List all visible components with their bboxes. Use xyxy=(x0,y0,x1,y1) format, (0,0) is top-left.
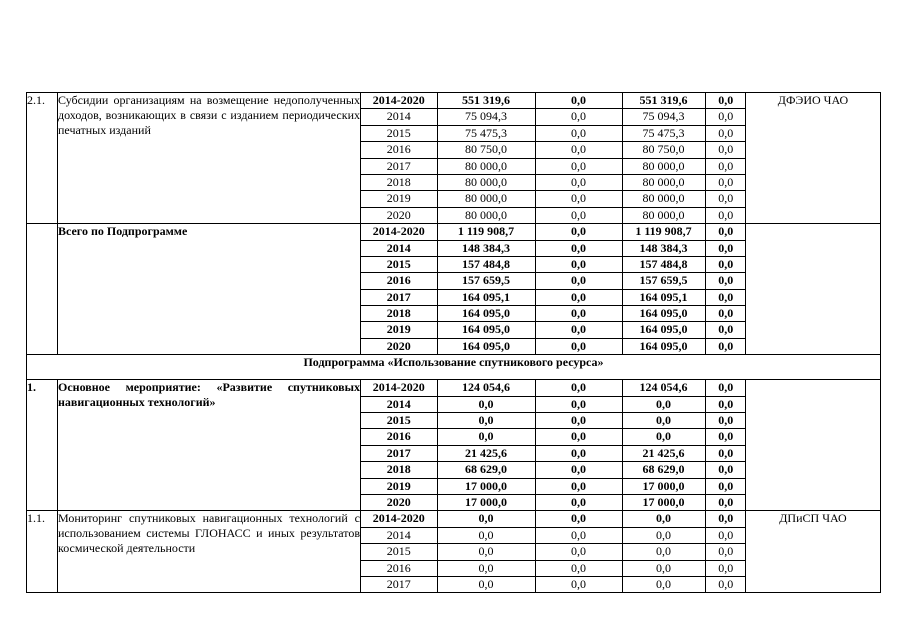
measure-name: Субсидии организациям на возмещение недополученных доходов, возникающих в связи с изданием периодических печатных изданий xyxy=(58,93,361,224)
funding-cell xyxy=(361,224,746,355)
funding-total: 17 000,0 xyxy=(437,494,535,510)
funding-total: 80 000,0 xyxy=(437,158,535,174)
funding-year: 2020 xyxy=(361,494,437,510)
measure-number: 1. xyxy=(27,380,58,511)
responsible-executor xyxy=(746,224,881,355)
funding-year: 2015 xyxy=(361,413,437,429)
funding-row xyxy=(361,560,746,576)
funding-federal: 0,0 xyxy=(535,289,622,305)
measure-number: 1.1. xyxy=(27,511,58,593)
funding-total: 0,0 xyxy=(437,544,535,560)
measure-number xyxy=(27,224,58,355)
funding-total: 157 659,5 xyxy=(437,273,535,289)
funding-total: 80 000,0 xyxy=(437,207,535,223)
funding-cell xyxy=(361,93,746,224)
funding-okrug: 164 095,0 xyxy=(622,322,705,338)
funding-row xyxy=(361,396,746,412)
funding-table xyxy=(361,380,746,510)
funding-other: 0,0 xyxy=(705,560,746,576)
funding-okrug: 17 000,0 xyxy=(622,494,705,510)
funding-row xyxy=(361,576,746,592)
funding-total: 164 095,0 xyxy=(437,306,535,322)
funding-row xyxy=(361,273,746,289)
measure-row xyxy=(27,224,881,355)
funding-federal: 0,0 xyxy=(535,576,622,592)
responsible-executor: ДФЭИО ЧАО xyxy=(746,93,881,224)
funding-federal: 0,0 xyxy=(535,158,622,174)
funding-row xyxy=(361,158,746,174)
funding-year: 2016 xyxy=(361,273,437,289)
measure-name: Основное мероприятие: «Развитие спутниковых навигационных технологий» xyxy=(58,380,361,511)
funding-year: 2020 xyxy=(361,207,437,223)
funding-year: 2014 xyxy=(361,396,437,412)
funding-federal: 0,0 xyxy=(535,413,622,429)
funding-year: 2014 xyxy=(361,109,437,125)
funding-row xyxy=(361,338,746,354)
funding-total: 80 000,0 xyxy=(437,191,535,207)
funding-row xyxy=(361,142,746,158)
funding-total: 0,0 xyxy=(437,429,535,445)
funding-federal: 0,0 xyxy=(535,527,622,543)
funding-other: 0,0 xyxy=(705,445,746,461)
funding-row xyxy=(361,224,746,240)
funding-okrug: 0,0 xyxy=(622,429,705,445)
funding-okrug: 0,0 xyxy=(622,560,705,576)
funding-federal: 0,0 xyxy=(535,273,622,289)
funding-year: 2017 xyxy=(361,158,437,174)
funding-year: 2014 xyxy=(361,240,437,256)
funding-okrug: 157 659,5 xyxy=(622,273,705,289)
funding-total: 164 095,0 xyxy=(437,322,535,338)
funding-other: 0,0 xyxy=(705,109,746,125)
funding-row xyxy=(361,413,746,429)
funding-row xyxy=(361,191,746,207)
funding-okrug: 17 000,0 xyxy=(622,478,705,494)
funding-other: 0,0 xyxy=(705,273,746,289)
funding-federal: 0,0 xyxy=(535,494,622,510)
funding-federal: 0,0 xyxy=(535,306,622,322)
funding-cell xyxy=(361,380,746,511)
budget-table-body xyxy=(27,93,881,593)
funding-federal: 0,0 xyxy=(535,511,622,527)
funding-row xyxy=(361,125,746,141)
funding-other: 0,0 xyxy=(705,527,746,543)
funding-total: 0,0 xyxy=(437,527,535,543)
funding-total: 0,0 xyxy=(437,576,535,592)
funding-federal: 0,0 xyxy=(535,462,622,478)
funding-total: 80 750,0 xyxy=(437,142,535,158)
funding-okrug: 551 319,6 xyxy=(622,93,705,109)
funding-total: 164 095,0 xyxy=(437,338,535,354)
funding-federal: 0,0 xyxy=(535,544,622,560)
funding-row xyxy=(361,544,746,560)
funding-total: 68 629,0 xyxy=(437,462,535,478)
funding-okrug: 0,0 xyxy=(622,544,705,560)
funding-okrug: 0,0 xyxy=(622,527,705,543)
funding-total: 0,0 xyxy=(437,560,535,576)
funding-okrug: 0,0 xyxy=(622,576,705,592)
funding-table xyxy=(361,224,746,354)
funding-other: 0,0 xyxy=(705,511,746,527)
measure-number: 2.1. xyxy=(27,93,58,224)
funding-row xyxy=(361,256,746,272)
measure-name: Мониторинг спутниковых навигационных технологий с использованием системы ГЛОНАСС и иных результатов космической деятельности xyxy=(58,511,361,593)
funding-okrug: 164 095,0 xyxy=(622,338,705,354)
funding-other: 0,0 xyxy=(705,142,746,158)
funding-year: 2018 xyxy=(361,462,437,478)
subprogram-title: Подпрограмма «Использование спутникового ресурса» xyxy=(27,355,881,380)
funding-year: 2015 xyxy=(361,125,437,141)
funding-total: 0,0 xyxy=(437,396,535,412)
funding-row xyxy=(361,174,746,190)
funding-okrug: 124 054,6 xyxy=(622,380,705,396)
funding-other: 0,0 xyxy=(705,174,746,190)
funding-row xyxy=(361,478,746,494)
funding-other: 0,0 xyxy=(705,429,746,445)
funding-row xyxy=(361,207,746,223)
funding-row xyxy=(361,511,746,527)
funding-federal: 0,0 xyxy=(535,174,622,190)
funding-other: 0,0 xyxy=(705,380,746,396)
funding-row xyxy=(361,445,746,461)
funding-year: 2014-2020 xyxy=(372,380,425,395)
funding-year: 2016 xyxy=(361,142,437,158)
budget-table xyxy=(26,92,881,593)
funding-okrug: 68 629,0 xyxy=(622,462,705,478)
funding-row xyxy=(361,240,746,256)
funding-federal: 0,0 xyxy=(535,93,622,109)
funding-row xyxy=(361,380,746,396)
funding-okrug: 80 000,0 xyxy=(622,207,705,223)
funding-row xyxy=(361,306,746,322)
funding-federal: 0,0 xyxy=(535,338,622,354)
funding-total: 1 119 908,7 xyxy=(437,224,535,240)
measure-row xyxy=(27,93,881,224)
funding-okrug: 80 000,0 xyxy=(622,174,705,190)
funding-year: 2016 xyxy=(361,560,437,576)
funding-year: 2014-2020 xyxy=(372,224,425,239)
responsible-executor: ДПиСП ЧАО xyxy=(746,511,881,593)
funding-other: 0,0 xyxy=(705,240,746,256)
funding-okrug: 21 425,6 xyxy=(622,445,705,461)
funding-total: 75 094,3 xyxy=(437,109,535,125)
funding-other: 0,0 xyxy=(705,191,746,207)
funding-year: 2015 xyxy=(361,544,437,560)
funding-year: 2020 xyxy=(361,338,437,354)
funding-federal: 0,0 xyxy=(535,322,622,338)
funding-okrug: 164 095,0 xyxy=(622,306,705,322)
funding-other: 0,0 xyxy=(705,158,746,174)
funding-row xyxy=(361,322,746,338)
funding-year: 2019 xyxy=(361,478,437,494)
funding-other: 0,0 xyxy=(705,478,746,494)
funding-federal: 0,0 xyxy=(535,207,622,223)
funding-okrug: 148 384,3 xyxy=(622,240,705,256)
funding-total: 80 000,0 xyxy=(437,174,535,190)
funding-other: 0,0 xyxy=(705,494,746,510)
funding-total: 0,0 xyxy=(437,413,535,429)
funding-other: 0,0 xyxy=(705,289,746,305)
funding-federal: 0,0 xyxy=(535,125,622,141)
funding-federal: 0,0 xyxy=(535,445,622,461)
funding-okrug: 80 750,0 xyxy=(622,142,705,158)
funding-total: 157 484,8 xyxy=(437,256,535,272)
funding-other: 0,0 xyxy=(705,544,746,560)
funding-other: 0,0 xyxy=(705,396,746,412)
funding-okrug: 0,0 xyxy=(622,396,705,412)
funding-year: 2018 xyxy=(361,306,437,322)
subprogram-header-row xyxy=(27,355,881,380)
measure-row xyxy=(27,380,881,511)
funding-year: 2019 xyxy=(361,322,437,338)
funding-okrug: 164 095,1 xyxy=(622,289,705,305)
funding-cell xyxy=(361,511,746,593)
funding-row xyxy=(361,527,746,543)
funding-row xyxy=(361,494,746,510)
funding-year: 2017 xyxy=(361,576,437,592)
funding-total: 148 384,3 xyxy=(437,240,535,256)
funding-other: 0,0 xyxy=(705,256,746,272)
funding-total: 17 000,0 xyxy=(437,478,535,494)
funding-total: 164 095,1 xyxy=(437,289,535,305)
funding-okrug: 80 000,0 xyxy=(622,158,705,174)
funding-federal: 0,0 xyxy=(535,256,622,272)
funding-other: 0,0 xyxy=(705,462,746,478)
funding-okrug: 75 094,3 xyxy=(622,109,705,125)
funding-okrug: 0,0 xyxy=(622,511,705,527)
funding-row xyxy=(361,462,746,478)
funding-row xyxy=(361,429,746,445)
funding-total: 0,0 xyxy=(437,511,535,527)
funding-federal: 0,0 xyxy=(535,396,622,412)
funding-year: 2017 xyxy=(361,289,437,305)
funding-federal: 0,0 xyxy=(535,191,622,207)
funding-total: 124 054,6 xyxy=(437,380,535,396)
funding-year: 2019 xyxy=(361,191,437,207)
funding-other: 0,0 xyxy=(705,322,746,338)
funding-table xyxy=(361,93,746,223)
funding-table xyxy=(361,511,746,592)
funding-other: 0,0 xyxy=(705,93,746,109)
funding-year: 2017 xyxy=(361,445,437,461)
funding-other: 0,0 xyxy=(705,125,746,141)
funding-year: 2014 xyxy=(361,527,437,543)
funding-year: 2016 xyxy=(361,429,437,445)
funding-other: 0,0 xyxy=(705,207,746,223)
funding-total: 551 319,6 xyxy=(437,93,535,109)
funding-okrug: 75 475,3 xyxy=(622,125,705,141)
funding-total: 75 475,3 xyxy=(437,125,535,141)
responsible-executor xyxy=(746,380,881,511)
funding-federal: 0,0 xyxy=(535,478,622,494)
funding-row xyxy=(361,289,746,305)
funding-federal: 0,0 xyxy=(535,560,622,576)
funding-federal: 0,0 xyxy=(535,429,622,445)
funding-other: 0,0 xyxy=(705,413,746,429)
funding-okrug: 80 000,0 xyxy=(622,191,705,207)
funding-other: 0,0 xyxy=(705,224,746,240)
funding-row xyxy=(361,109,746,125)
funding-federal: 0,0 xyxy=(535,109,622,125)
funding-federal: 0,0 xyxy=(535,240,622,256)
funding-other: 0,0 xyxy=(705,576,746,592)
funding-other: 0,0 xyxy=(705,306,746,322)
funding-year: 2014-2020 xyxy=(372,93,425,107)
measure-row xyxy=(27,511,881,593)
funding-year: 2015 xyxy=(361,256,437,272)
funding-year: 2018 xyxy=(361,174,437,190)
funding-federal: 0,0 xyxy=(535,142,622,158)
funding-federal: 0,0 xyxy=(535,224,622,240)
funding-federal: 0,0 xyxy=(535,380,622,396)
funding-okrug: 1 119 908,7 xyxy=(622,224,705,240)
measure-name: Всего по Подпрограмме xyxy=(58,224,361,355)
funding-okrug: 157 484,8 xyxy=(622,256,705,272)
funding-year: 2014-2020 xyxy=(372,511,425,526)
funding-okrug: 0,0 xyxy=(622,413,705,429)
funding-other: 0,0 xyxy=(705,338,746,354)
funding-total: 21 425,6 xyxy=(437,445,535,461)
funding-row xyxy=(361,93,746,109)
